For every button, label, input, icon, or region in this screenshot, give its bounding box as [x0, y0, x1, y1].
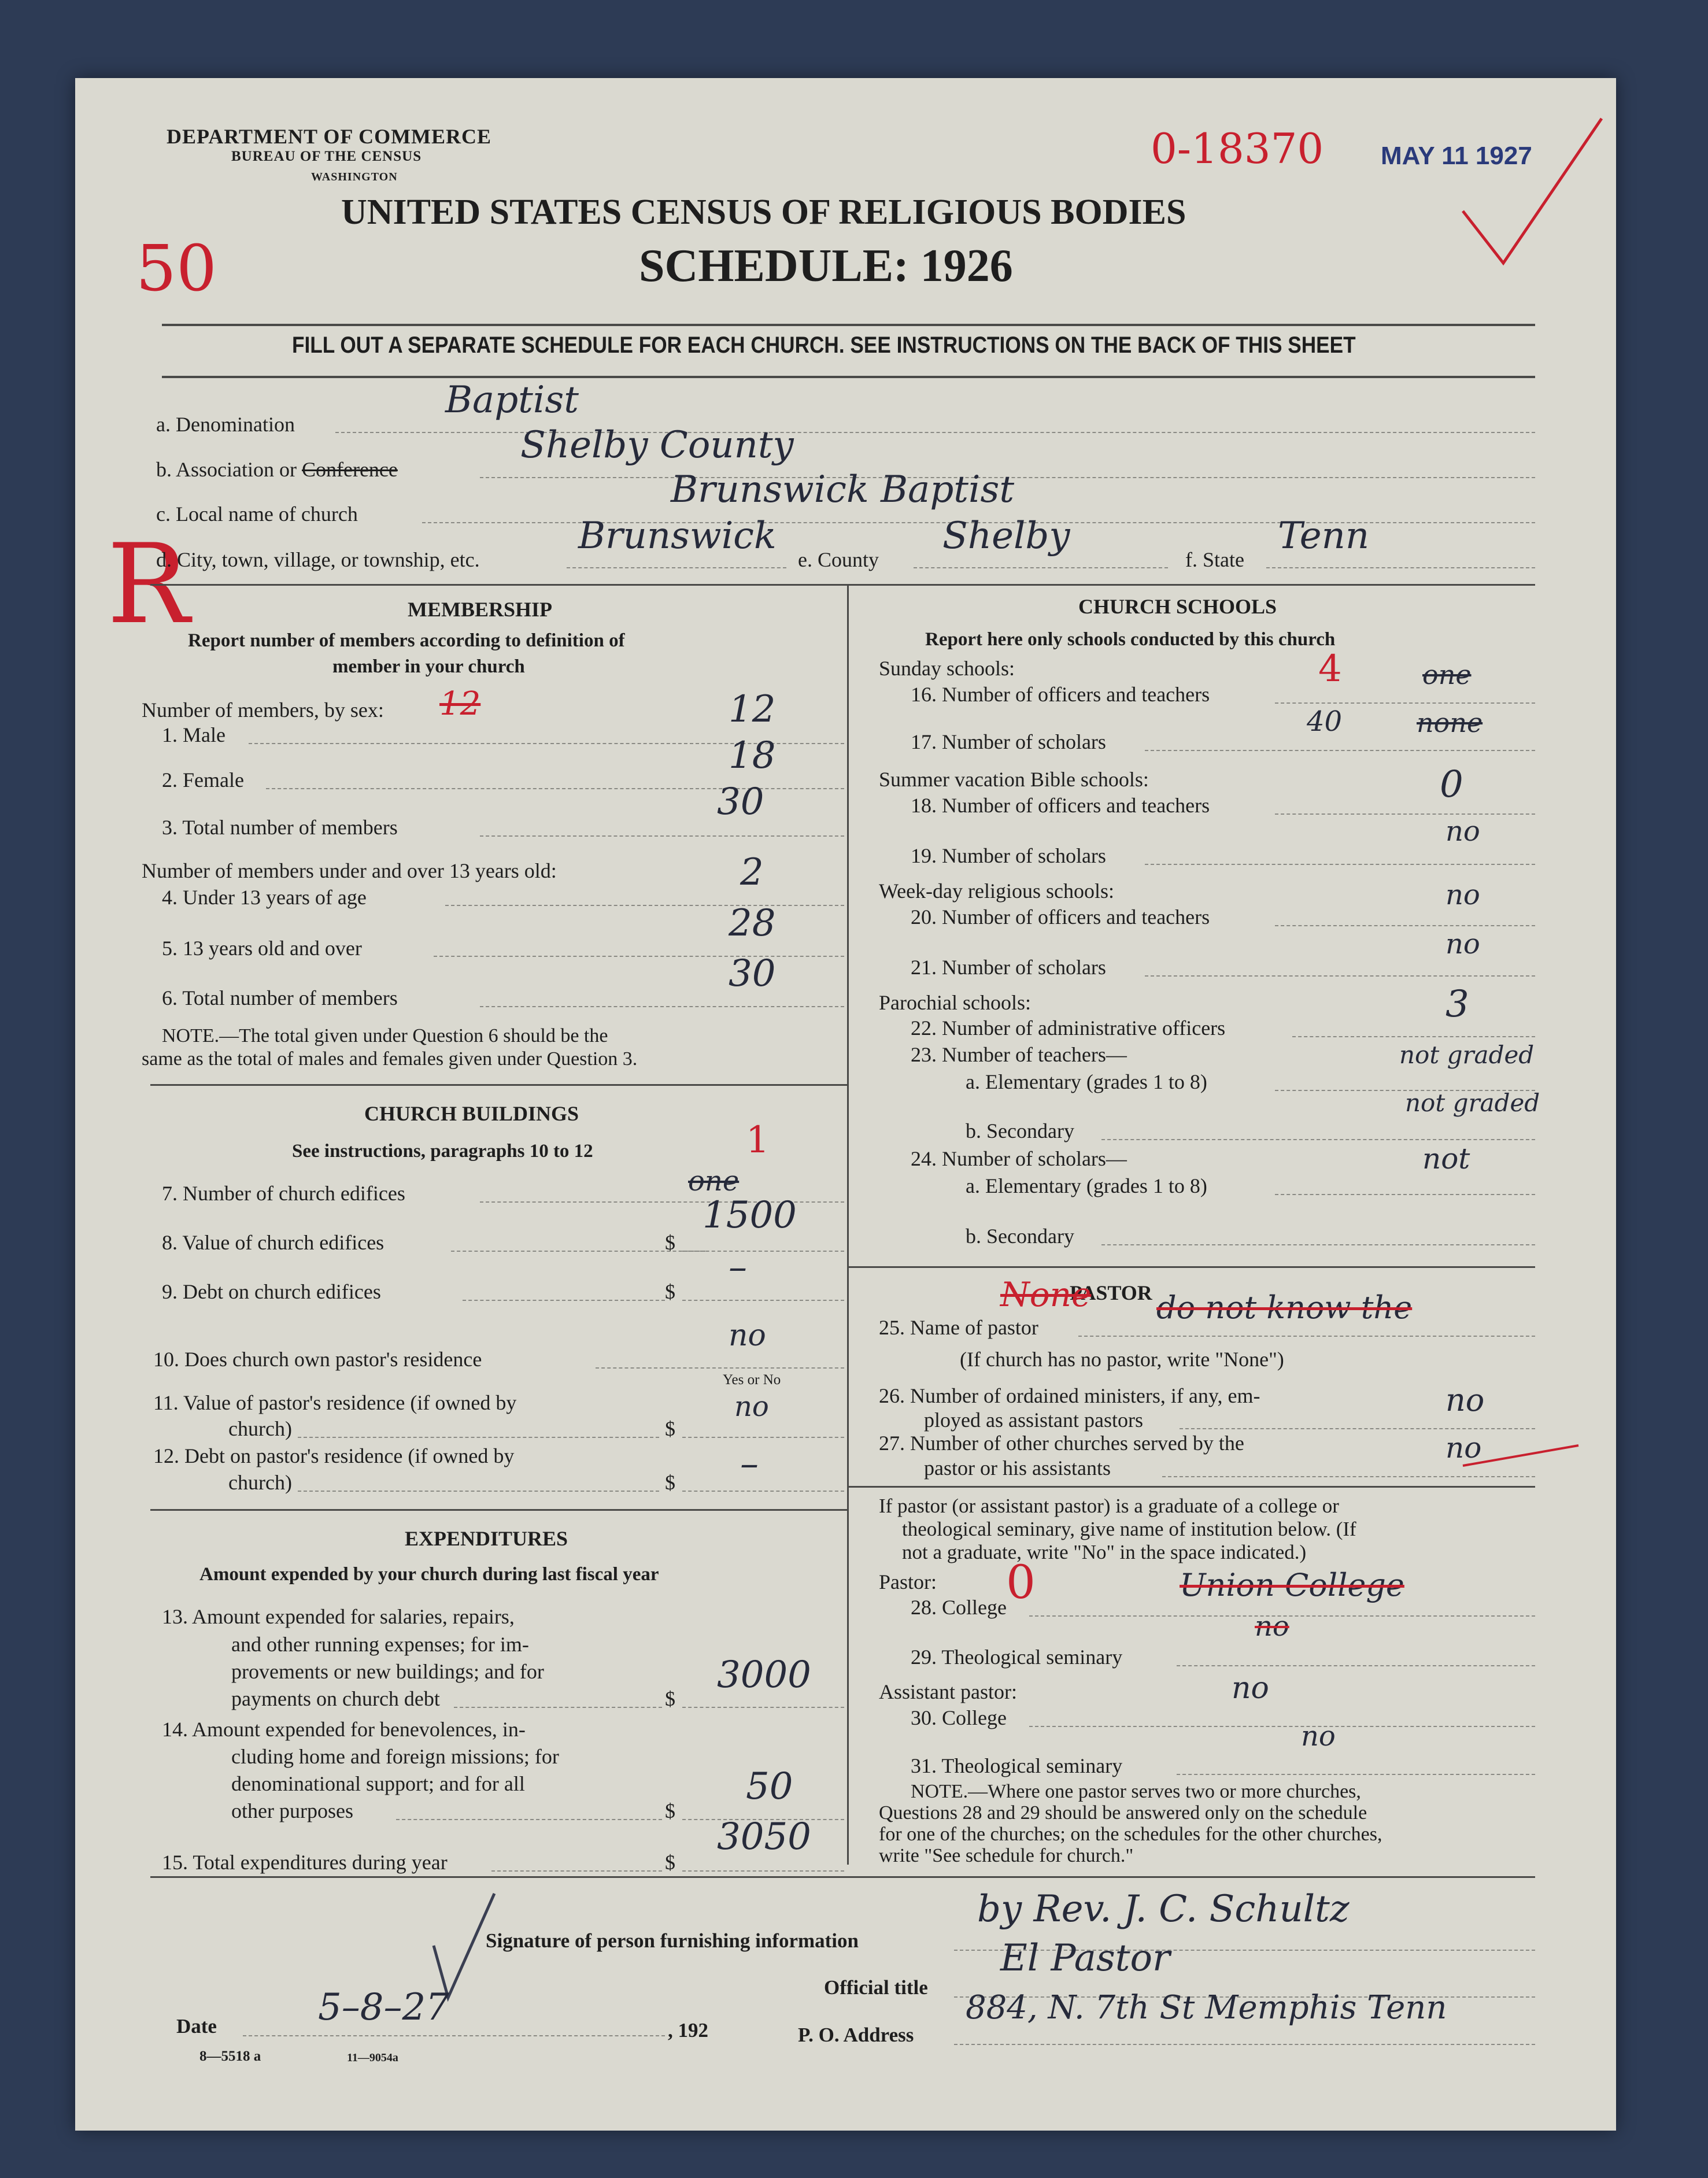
q12-value: – — [740, 1443, 759, 1485]
city-name: WASHINGTON — [311, 171, 398, 183]
county-value: Shelby — [942, 515, 1070, 557]
q10-label: 10. Does church own pastor's residence — [153, 1348, 482, 1371]
q5-value: 28 — [729, 902, 776, 945]
association-value: Shelby County — [520, 424, 794, 467]
q14-label-cont: other purposes — [231, 1799, 353, 1822]
graduate-instruction: If pastor (or assistant pastor) is a graduate of a college or — [879, 1495, 1339, 1517]
q11-label-cont: church) — [228, 1417, 292, 1440]
q10-hint: Yes or No — [723, 1372, 781, 1388]
rule — [150, 1084, 847, 1086]
dollar-sign: $ — [665, 1687, 675, 1710]
form-number: 8—5518 a — [199, 2048, 261, 2064]
q2-value: 18 — [729, 734, 776, 777]
q11-value: no — [734, 1391, 769, 1423]
q14-value: 50 — [746, 1765, 793, 1808]
received-date-stamp: MAY 11 1927 — [1381, 142, 1532, 170]
q3-label: 3. Total number of members — [162, 816, 398, 839]
county-label: e. County — [798, 548, 879, 571]
q22-label: 22. Number of administrative officers — [911, 1016, 1226, 1040]
q31-value: no — [1301, 1720, 1336, 1752]
q10-value: no — [729, 1318, 766, 1353]
q26-label-cont: ployed as assistant pastors — [924, 1408, 1143, 1432]
pastor-heading: PASTOR — [1070, 1281, 1152, 1304]
po-address-value: 884, N. 7th St Memphis Tenn — [966, 1989, 1447, 2027]
q24a-label: a. Elementary (grades 1 to 8) — [966, 1174, 1207, 1197]
q18-label: 18. Number of officers and teachers — [911, 794, 1210, 817]
q31-label: 31. Theological seminary — [911, 1754, 1123, 1777]
local-name-label: c. Local name of church — [156, 502, 358, 526]
q23b-value: not graded — [1405, 1089, 1540, 1117]
q7-label: 7. Number of church edifices — [162, 1182, 405, 1205]
q27-label: 27. Number of other churches served by the — [879, 1432, 1244, 1455]
q28-label: 28. College — [911, 1596, 1007, 1619]
q8-label: 8. Value of church edifices — [162, 1231, 385, 1254]
weekday-schools-label: Week-day religious schools: — [879, 879, 1115, 903]
q24a-value: not — [1422, 1142, 1470, 1175]
print-number: 11—9054a — [347, 2051, 398, 2064]
q11-label: 11. Value of pastor's residence (if owned by — [153, 1391, 517, 1414]
q13-label-cont: provements or new buildings; and for — [231, 1660, 544, 1683]
q28-struck-value: Union College — [1180, 1567, 1404, 1603]
q14-label: 14. Amount expended for benevolences, in- — [162, 1718, 526, 1741]
summer-schools-label: Summer vacation Bible schools: — [879, 768, 1149, 791]
q6-value: 30 — [729, 952, 776, 995]
dollar-sign: $ — [665, 1471, 675, 1494]
q21-value: no — [1445, 928, 1480, 960]
q16-struck-value: one — [1422, 659, 1472, 690]
q17-struck-value: none — [1417, 707, 1483, 738]
q17-label: 17. Number of scholars — [911, 730, 1106, 753]
membership-subheading: Report number of members according to definition of — [188, 630, 625, 651]
rule — [847, 1266, 1535, 1268]
membership-note: NOTE.—The total given under Question 6 should be the — [162, 1025, 608, 1047]
schedule-year: SCHEDULE: 1926 — [639, 241, 1013, 291]
city-label: d. City, town, village, or township, etc. — [156, 548, 480, 571]
q18-value: 0 — [1440, 763, 1463, 806]
denomination-label: a. Denomination — [156, 413, 295, 436]
q13-value: 3000 — [717, 1654, 811, 1696]
q30-label: 30. College — [911, 1706, 1007, 1729]
q9-value: – — [729, 1246, 747, 1289]
q24b-label: b. Secondary — [966, 1225, 1074, 1248]
q23a-value: not graded — [1399, 1041, 1535, 1069]
denomination-value: Baptist — [445, 379, 579, 421]
bureau-name: BUREAU OF THE CENSUS — [231, 149, 422, 164]
q26-label: 26. Number of ordained ministers, if any, em- — [879, 1384, 1260, 1407]
rule — [847, 1486, 1535, 1488]
q3-value: 30 — [717, 781, 764, 823]
margin-number: 50 — [136, 231, 217, 305]
dollar-sign: $ — [665, 1417, 675, 1440]
dollar-sign: $ — [665, 1231, 675, 1254]
po-address-label: P. O. Address — [798, 2024, 914, 2046]
column-divider — [847, 584, 849, 1865]
q28-mark: 0 — [1006, 1555, 1036, 1609]
parochial-schools-label: Parochial schools: — [879, 991, 1031, 1014]
q1-label: 1. Male — [162, 723, 225, 746]
q22-value: 3 — [1445, 983, 1469, 1026]
q1-struck-value: 12 — [439, 685, 481, 723]
q4-label: 4. Under 13 years of age — [162, 886, 367, 909]
official-title-value: El Pastor — [1000, 1937, 1170, 1980]
q19-label: 19. Number of scholars — [911, 844, 1106, 867]
q4-value: 2 — [740, 851, 764, 894]
dollar-sign: $ — [665, 1799, 675, 1822]
membership-heading: MEMBERSHIP — [408, 598, 553, 621]
rule — [150, 1876, 1535, 1878]
q20-value: no — [1445, 879, 1480, 911]
q23b-label: b. Secondary — [966, 1119, 1074, 1142]
q30-value: no — [1232, 1671, 1269, 1706]
date-label: Date — [176, 2015, 217, 2038]
q29-value: no — [1255, 1610, 1289, 1643]
q23-label: 23. Number of teachers— — [911, 1043, 1127, 1066]
q16-value: 4 — [1318, 648, 1342, 690]
form-title: UNITED STATES CENSUS OF RELIGIOUS BODIES — [341, 193, 1186, 232]
q13-label: 13. Amount expended for salaries, repairs, — [162, 1605, 515, 1628]
q15-value: 3050 — [717, 1815, 811, 1858]
q7-value: 1 — [746, 1119, 770, 1162]
rule — [162, 324, 1535, 326]
q16-label: 16. Number of officers and teachers — [911, 683, 1210, 706]
q25-struck-value: None — [1000, 1275, 1092, 1314]
q15-label: 15. Total expenditures during year — [162, 1851, 448, 1874]
q14-label-cont: cluding home and foreign missions; for — [231, 1745, 559, 1768]
signature-label: Signature of person furnishing information — [486, 1929, 859, 1952]
pastor-label: Pastor: — [879, 1570, 937, 1593]
q25-hint: (If church has no pastor, write "None") — [960, 1348, 1284, 1371]
city-value: Brunswick — [578, 515, 777, 557]
state-value: Tenn — [1278, 515, 1370, 557]
expenditures-subheading: Amount expended by your church during last fiscal year — [199, 1564, 659, 1585]
sunday-schools-label: Sunday schools: — [879, 657, 1015, 680]
q14-label-cont: denominational support; and for all — [231, 1772, 525, 1795]
dollar-sign: $ — [665, 1280, 675, 1303]
q13-label-cont: and other running expenses; for im- — [231, 1633, 529, 1656]
association-label: b. Association or Conference — [156, 458, 398, 481]
buildings-subheading: See instructions, paragraphs 10 to 12 — [292, 1141, 593, 1162]
by-sex-label: Number of members, by sex: — [142, 698, 384, 722]
schools-subheading: Report here only schools conducted by this church — [925, 629, 1336, 650]
q23a-label: a. Elementary (grades 1 to 8) — [966, 1070, 1207, 1093]
signature-value: by Rev. J. C. Schultz — [977, 1888, 1350, 1931]
schools-heading: CHURCH SCHOOLS — [1078, 595, 1277, 618]
q20-label: 20. Number of officers and teachers — [911, 905, 1210, 929]
q2-label: 2. Female — [162, 768, 244, 792]
q19-value: no — [1445, 815, 1480, 848]
q7-struck-value: one — [688, 1165, 740, 1197]
assistant-pastor-label: Assistant pastor: — [879, 1680, 1017, 1703]
rule — [150, 584, 1535, 586]
membership-note: same as the total of males and females given under Question 3. — [142, 1048, 638, 1070]
q12-label-cont: church) — [228, 1471, 292, 1494]
q13-label-cont: payments on church debt — [231, 1687, 440, 1710]
instruction-banner: FILL OUT A SEPARATE SCHEDULE FOR EACH CHURCH. SEE INSTRUCTIONS ON THE BACK OF THIS SHEET — [292, 332, 1356, 358]
membership-subheading: member in your church — [332, 656, 525, 677]
check-mark-icon — [1451, 107, 1613, 280]
date-value: 5–8–27 — [318, 1986, 449, 2029]
q9-label: 9. Debt on church edifices — [162, 1280, 381, 1303]
pastor-note: write "See schedule for church." — [879, 1845, 1134, 1866]
q26-value: no — [1445, 1382, 1485, 1418]
rule — [162, 376, 1535, 378]
q5-label: 5. 13 years old and over — [162, 937, 362, 960]
q27-label-cont: pastor or his assistants — [924, 1456, 1111, 1480]
q24-label: 24. Number of scholars— — [911, 1147, 1127, 1170]
official-title-label: Official title — [824, 1976, 928, 1999]
margin-letter: R — [107, 520, 190, 648]
pastor-note: for one of the churches; on the schedules for the other churches, — [879, 1824, 1382, 1845]
graduate-instruction: theological seminary, give name of institution below. (If — [902, 1518, 1356, 1540]
q25-label: 25. Name of pastor — [879, 1316, 1038, 1339]
q1-value: 12 — [729, 688, 776, 731]
dollar-sign: $ — [665, 1851, 675, 1874]
red-pen-mark — [1457, 1437, 1584, 1471]
pastor-note: NOTE.—Where one pastor serves two or more churches, — [911, 1781, 1361, 1802]
stamp-number: 0-18370 — [1151, 124, 1324, 173]
buildings-heading: CHURCH BUILDINGS — [364, 1102, 579, 1125]
q6-label: 6. Total number of members — [162, 986, 398, 1010]
q17-value: 40 — [1307, 705, 1343, 738]
graduate-instruction: not a graduate, write "No" in the space indicated.) — [902, 1541, 1307, 1563]
q21-label: 21. Number of scholars — [911, 956, 1106, 979]
expenditures-heading: EXPENDITURES — [405, 1527, 568, 1550]
state-label: f. State — [1185, 548, 1244, 571]
pastor-note: Questions 28 and 29 should be answered only on the schedule — [879, 1802, 1367, 1824]
year-prefix: , 192 — [668, 2019, 708, 2042]
age-intro-label: Number of members under and over 13 years old: — [142, 859, 557, 882]
local-name-value: Brunswick Baptist — [671, 468, 1015, 511]
census-schedule-sheet — [75, 78, 1616, 2131]
q12-label: 12. Debt on pastor's residence (if owned by — [153, 1444, 515, 1467]
department-name: DEPARTMENT OF COMMERCE — [167, 125, 492, 148]
q29-label: 29. Theological seminary — [911, 1645, 1123, 1669]
q8-value: 1500 — [703, 1194, 797, 1237]
q25-value: do not know the — [1156, 1289, 1413, 1326]
q27-value: no — [1445, 1431, 1482, 1465]
rule — [150, 1509, 847, 1511]
